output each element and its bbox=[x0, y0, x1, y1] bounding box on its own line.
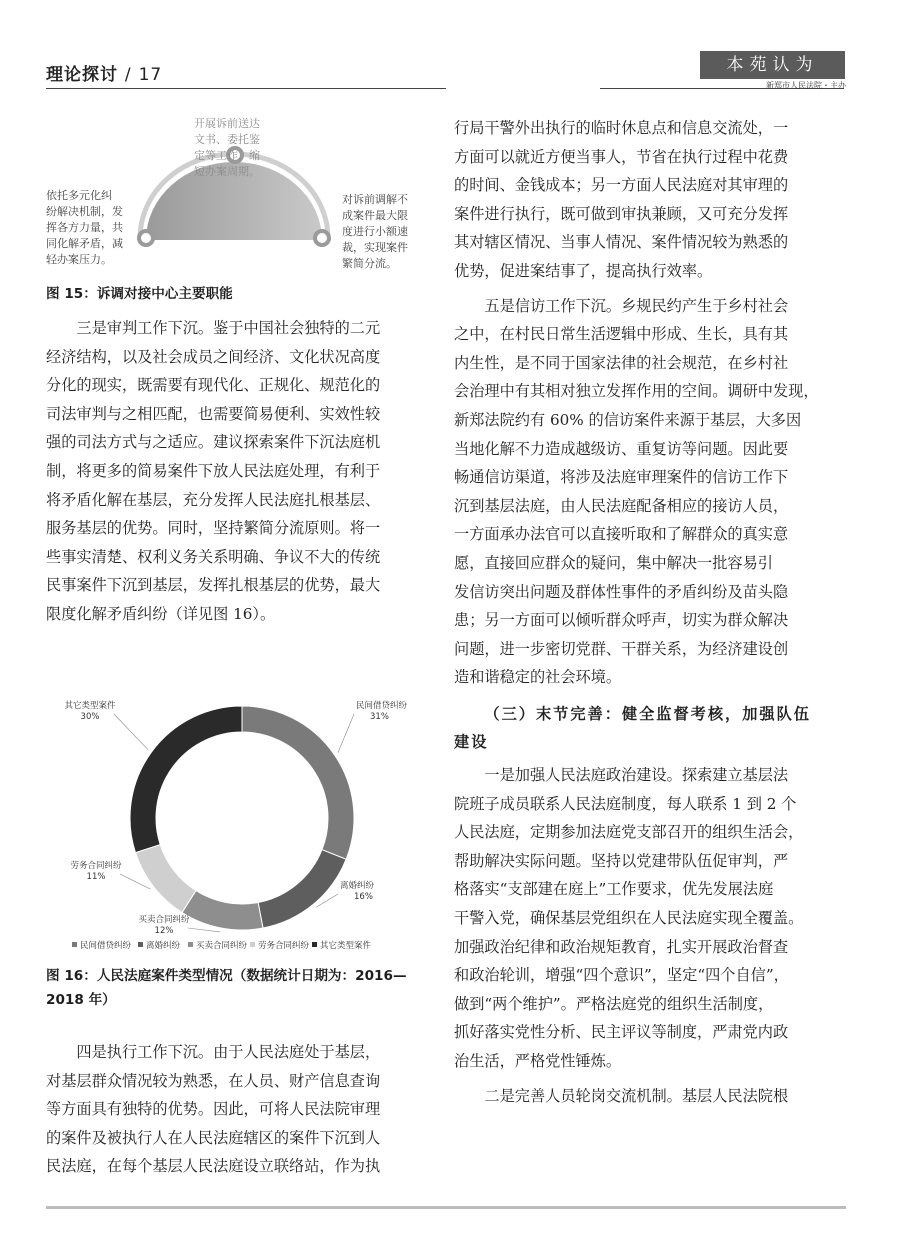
text-line: 沉到基层法庭，由人民法庭配备相应的接访人员， bbox=[454, 496, 789, 515]
text-line: 文书、委托鉴 bbox=[194, 133, 260, 146]
text-line: 优势，促进案结事了，提高执行效率。 bbox=[454, 261, 713, 280]
text-line: 服务基层的优势。同时，坚持繁简分流原则。将一 bbox=[46, 519, 381, 538]
text-line: 轻办案压力。 bbox=[46, 253, 112, 266]
text-line: 将矛盾化解在基层，充分发挥人民法庭扎根基层、 bbox=[46, 490, 381, 509]
text-line: 会治理中有其相对独立发挥作用的空间。调研中发现， bbox=[454, 382, 819, 401]
text-line: 患；另一方面可以倾听群众呼声，切实为群众解决 bbox=[454, 611, 789, 630]
text-line: 些事实清楚、权利义务关系明确、争议不大的传统 bbox=[46, 547, 381, 566]
text-line: 强的司法方式与之适应。建议探索案件下沉法庭机 bbox=[46, 433, 381, 452]
donut-slice bbox=[258, 850, 346, 928]
text-line: 问题，进一步密切党群、干群关系，为经济建设创 bbox=[454, 639, 789, 658]
slice-value-label: 11% bbox=[86, 872, 106, 882]
text-line: 四是执行工作下沉。由于人民法庭处于基层， bbox=[76, 1043, 381, 1061]
slice-leader-line bbox=[338, 714, 354, 753]
slice-category-label: 离婚纠纷 bbox=[340, 881, 375, 891]
legend-swatch bbox=[188, 942, 193, 947]
right-node-icon bbox=[315, 231, 329, 245]
slice-value-label: 31% bbox=[370, 712, 389, 722]
left-function-text bbox=[46, 188, 138, 268]
top-function-text bbox=[194, 116, 284, 180]
text-line: 治生活，严格党性锤炼。 bbox=[454, 1052, 622, 1070]
text-line: 等方面具有独特的优势。因此，可将人民法院审理 bbox=[46, 1100, 381, 1119]
text-line: 五是信访工作下沉。乡规民约产生于乡村社会 bbox=[484, 296, 789, 315]
text-line: 之中，在村民日常生活逻辑中形成、生长，具有其 bbox=[454, 325, 789, 344]
text-line: 定等工作，缩 bbox=[194, 149, 260, 162]
text-line: 的案件及被执行人在人民法庭辖区的案件下沉到人 bbox=[46, 1128, 381, 1147]
header-rule bbox=[46, 88, 446, 89]
figure-15-caption: 图 15：诉调对接中心主要职能 bbox=[46, 286, 233, 302]
paragraph-trial-sinking bbox=[46, 314, 426, 629]
text-line: 依托多元化纠 bbox=[46, 189, 112, 202]
section-title: 理论探讨 bbox=[46, 65, 118, 85]
donut-slice bbox=[135, 845, 195, 913]
text-line: 限度化解矛盾纠纷（详见图 16）。 bbox=[46, 604, 276, 623]
slice-value-label: 30% bbox=[80, 712, 100, 722]
text-line: 格落实“支部建在庭上”工作要求，优先发展法庭 bbox=[454, 880, 774, 899]
text-line: 一方面承办法官可以直接听取和了解群众的真实意 bbox=[454, 525, 789, 544]
text-line: 短办案周期。 bbox=[194, 165, 260, 178]
paragraph-petition-sinking bbox=[454, 292, 844, 692]
text-line: 当地化解不力造成越级访、重复访等问题。因此要 bbox=[454, 439, 789, 458]
right-function-text bbox=[342, 192, 428, 272]
text-line: 对诉前调解不 bbox=[342, 193, 408, 206]
text-line: 发信访突出问题及群体性事件的矛盾纠纷及苗头隐 bbox=[454, 582, 789, 601]
text-line: 帮助解决实际问题。坚持以党建带队伍促审判，严 bbox=[454, 851, 789, 870]
legend-label: 民间借贷纠纷 bbox=[80, 941, 132, 951]
text-line: 挥各方力量，共 bbox=[46, 221, 123, 234]
text-line: 愿，直接回应群众的疑问，集中解决一批容易引 bbox=[454, 553, 773, 572]
figure-15-diagram bbox=[46, 110, 426, 280]
slice-category-label: 买卖合同纠纷 bbox=[138, 915, 190, 925]
header-separator: / bbox=[124, 65, 132, 85]
legend-swatch bbox=[72, 942, 77, 947]
text-line: 方面可以就近方便当事人，节省在执行过程中花费 bbox=[454, 147, 789, 166]
section-heading bbox=[454, 700, 844, 757]
paragraph-execution-continued bbox=[454, 114, 844, 286]
text-line: 同化解矛盾，减 bbox=[46, 237, 123, 250]
legend-label: 其它类型案件 bbox=[320, 941, 372, 951]
legend-label: 离婚纠纷 bbox=[146, 941, 181, 951]
page-header bbox=[46, 60, 162, 85]
text-line: 做到“两个维护”。严格法庭党的组织生活制度， bbox=[454, 994, 774, 1013]
donut-slice bbox=[242, 706, 354, 859]
text-line: 行局干警外出执行的临时休息点和信息交流处，一 bbox=[454, 119, 789, 137]
legend-swatch bbox=[250, 942, 255, 947]
footer-rule bbox=[46, 1206, 846, 1209]
right-column bbox=[454, 114, 844, 1110]
text-line: 司法审判与之相匹配，也需要简易便利、实效性较 bbox=[46, 404, 381, 423]
brand-logo: 本苑认为 bbox=[700, 51, 845, 79]
donut-chart bbox=[46, 690, 426, 958]
text-line: 新郑法院约有 60% 的信访案件来源于基层，大多因 bbox=[454, 410, 802, 429]
paragraph-execution-sinking bbox=[46, 1038, 426, 1181]
text-line: 民法庭，在每个基层人民法庭设立联络站，作为执 bbox=[46, 1157, 381, 1176]
text-line: 成案件最大限 bbox=[342, 209, 408, 222]
center-label: 诉调对接中心 bbox=[200, 243, 273, 257]
donut-slice bbox=[182, 891, 263, 930]
text-line: 裁，实现案件 bbox=[342, 241, 408, 254]
text-line: 分化的现实，既需要有现代化、正规化、规范化的 bbox=[46, 376, 381, 395]
paragraph-rotation-mechanism bbox=[454, 1082, 844, 1111]
text-line: 制，将更多的简易案件下放人民法庭处理，有利于 bbox=[46, 461, 381, 480]
text-line: 二是完善人员轮岗交流机制。基层人民法院根 bbox=[484, 1086, 789, 1105]
legend-swatch bbox=[138, 942, 143, 947]
donut-slice bbox=[130, 706, 242, 853]
slice-category-label: 民间借贷纠纷 bbox=[356, 701, 408, 711]
slice-leader-line bbox=[188, 928, 220, 932]
slice-category-label: 劳务合同纠纷 bbox=[70, 861, 122, 871]
text-line: 人民法庭，定期参加法庭党支部召开的组织生活会， bbox=[454, 823, 804, 842]
text-line: 抓好落实党性分析、民主评议等制度，严肃党内政 bbox=[454, 1023, 789, 1042]
slice-value-label: 16% bbox=[354, 892, 373, 902]
text-line: 民事案件下沉到基层，发挥扎根基层的优势，最大 bbox=[46, 576, 381, 595]
figure-16-chart bbox=[46, 690, 426, 958]
text-line: 造和谐稳定的社会环境。 bbox=[454, 668, 622, 687]
slice-category-label: 其它类型案件 bbox=[64, 701, 116, 711]
text-line: 一是加强人民法庭政治建设。探索建立基层法 bbox=[484, 766, 789, 785]
text-line: 其对辖区情况、当事人情况、案件情况较为熟悉的 bbox=[454, 233, 789, 252]
text-line: 的时间、金钱成本；另一方面人民法庭对其审理的 bbox=[454, 176, 789, 195]
text-line: 加强政治纪律和政治规矩教育，扎实开展政治督查 bbox=[454, 937, 789, 956]
text-line: 纷解决机制，发 bbox=[46, 205, 123, 218]
text-line: 畅通信访渠道，将涉及法庭审理案件的信访工作下 bbox=[454, 468, 789, 487]
text-line: （三）末节完善：健全监督考核，加强队伍 bbox=[484, 704, 811, 723]
legend-label: 劳务合同纠纷 bbox=[258, 941, 310, 951]
legend-swatch bbox=[312, 942, 317, 947]
legend-label: 买卖合同纠纷 bbox=[196, 941, 248, 951]
text-line: 繁简分流。 bbox=[342, 257, 397, 270]
text-line: 院班子成员联系人民法庭制度，每人联系 1 到 2 个 bbox=[454, 794, 797, 813]
text-line: 案件进行执行，既可做到审执兼顾，又可充分发挥 bbox=[454, 204, 789, 223]
text-line: 经济结构，以及社会成员之间经济、文化状况高度 bbox=[46, 347, 381, 366]
figure-16-caption: 图 16：人民法庭案件类型情况（数据统计日期为：2016—2018 年） bbox=[46, 968, 407, 1008]
left-node-icon bbox=[139, 231, 153, 245]
text-line: 干警入党，确保基层党组织在人民法庭实现全覆盖。 bbox=[454, 909, 804, 928]
text-line: 开展诉前送达 bbox=[194, 117, 260, 130]
slice-value-label: 12% bbox=[154, 926, 174, 936]
text-line: 建设 bbox=[454, 733, 489, 752]
brand-subtitle: 新郑市人民法院・主办 bbox=[766, 81, 846, 90]
paragraph-political-construction bbox=[454, 761, 844, 1076]
page-number: 17 bbox=[138, 65, 163, 85]
text-line: 内生性，是不同于国家法律的社会规范，在乡村社 bbox=[454, 353, 789, 372]
slice-leader-line bbox=[114, 714, 148, 750]
text-line: 对基层群众情况较为熟悉，在人员、财产信息查询 bbox=[46, 1071, 381, 1090]
text-line: 三是审判工作下沉。鉴于中国社会独特的二元 bbox=[76, 319, 381, 337]
text-line: 度进行小额速 bbox=[342, 225, 408, 238]
text-line: 和政治轮训，增强“四个意识”，坚定“四个自信”， bbox=[454, 966, 789, 985]
